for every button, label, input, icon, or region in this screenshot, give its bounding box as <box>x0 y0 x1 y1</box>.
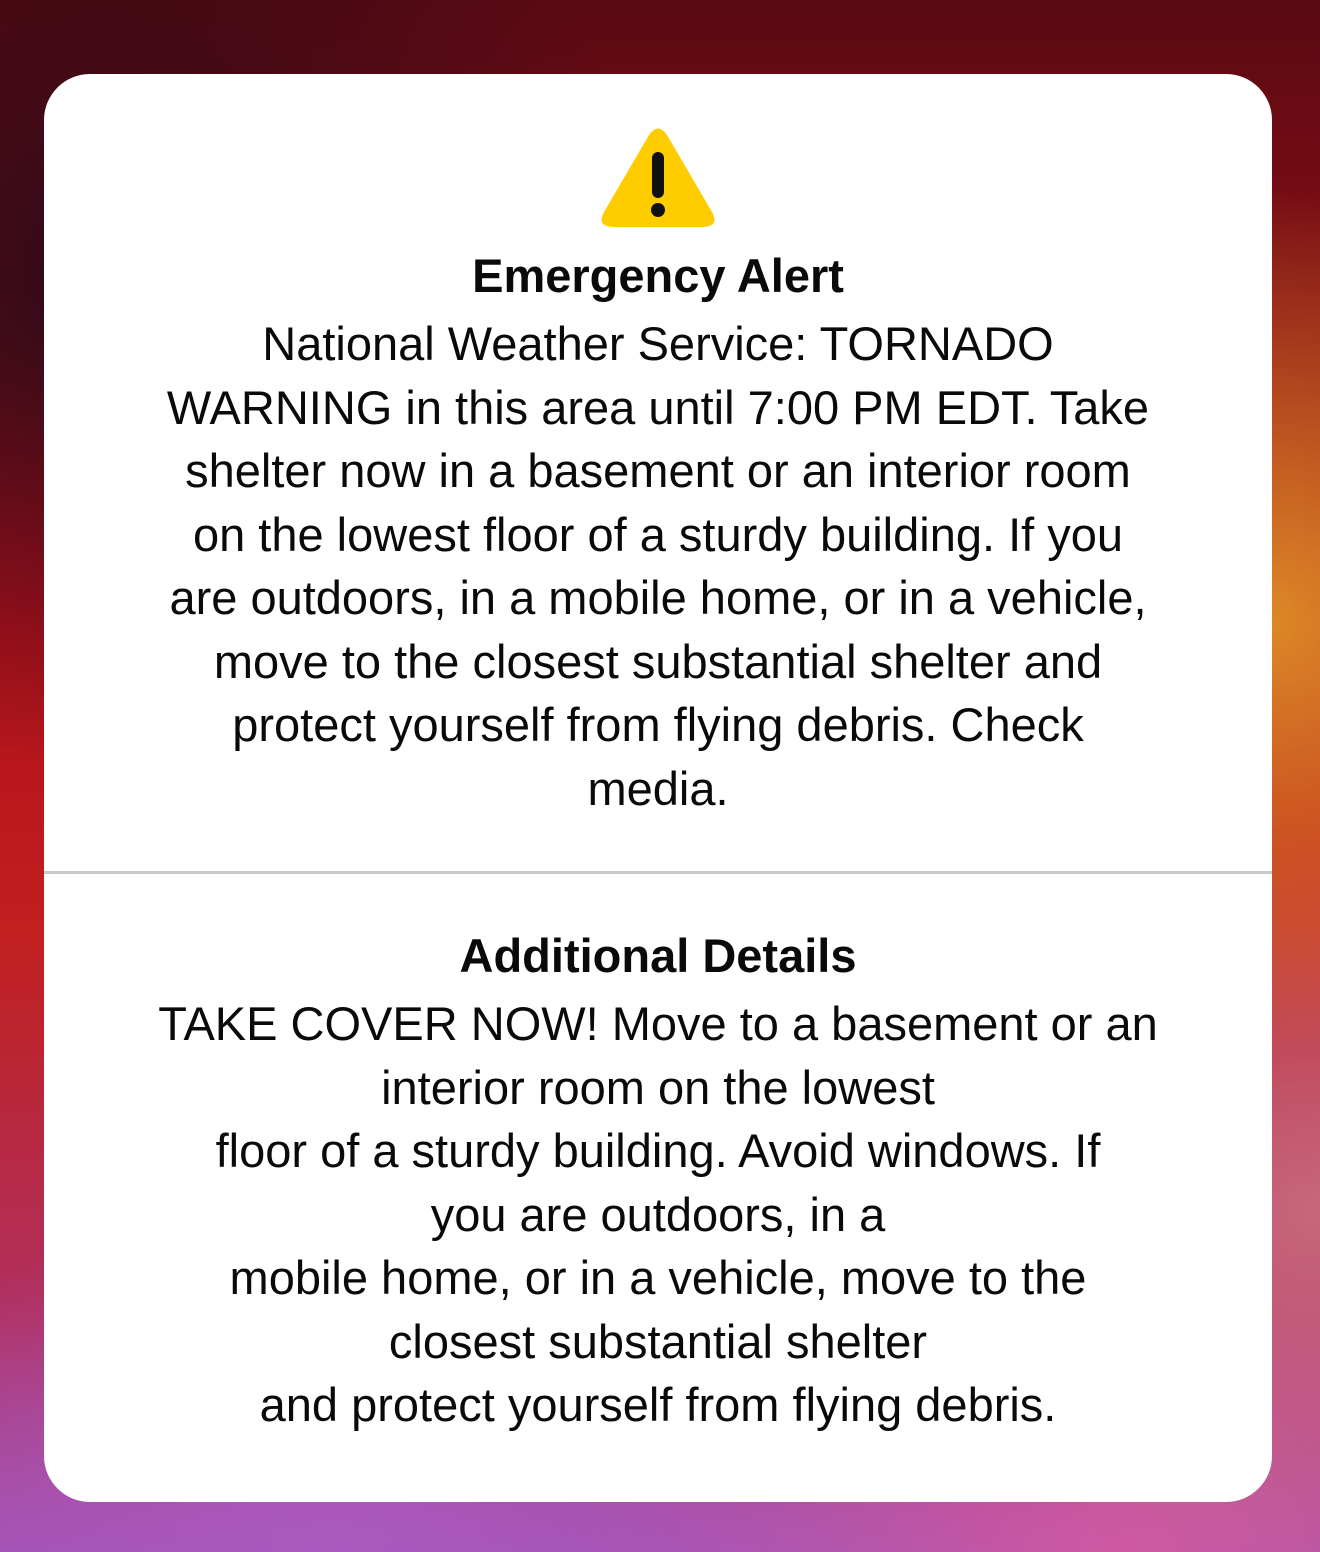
additional-details-title: Additional Details <box>459 929 857 982</box>
additional-details-section <box>44 874 1272 1437</box>
warning-triangle-icon <box>600 126 716 230</box>
additional-details-message: TAKE COVER NOW! Move to a basement or an interior room on the lowest floor of a sturdy building. Avoid windows. If you are outdoors, in a mobile home, or in a vehicle, move to the closest substantial shelter and protect yourself from flying debris. <box>158 997 1158 1431</box>
alert-title: Emergency Alert <box>472 249 844 302</box>
alert-section <box>44 74 1272 871</box>
emergency-alert-card <box>44 74 1272 1502</box>
alert-message: National Weather Service: TORNADO WARNING in this area until 7:00 PM EDT. Take shelter now in a basement or an interior room on the lowest floor of a sturdy building. If you are outdoors, in a mobile home, or in a vehicle, move to the closest substantial shelter and protect yourself from flying debris. Check media. <box>166 317 1150 815</box>
